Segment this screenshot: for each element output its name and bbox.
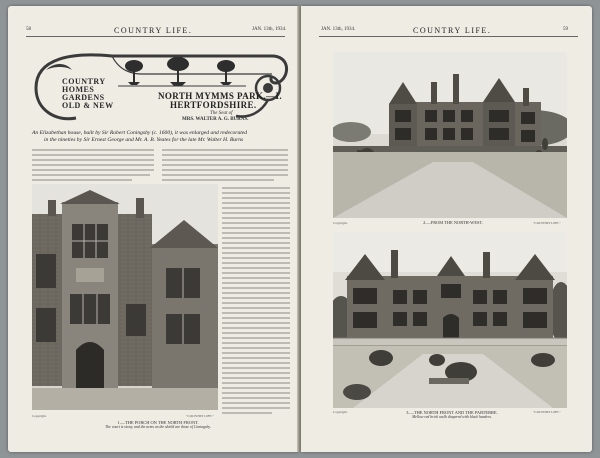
figure-2-caption: 2.—FROM THE NORTH-WEST. [423, 220, 483, 225]
right-date: JAN. 13th, 1934. [321, 27, 356, 32]
magazine-spread [8, 6, 592, 452]
figure-3-caption [377, 410, 527, 420]
intro-standfirst [32, 130, 288, 143]
figure-1-caption [78, 420, 238, 430]
series-title-line: OLD & NEW [62, 101, 114, 110]
right-page [301, 6, 592, 452]
figure-1-credit: "COUNTRY LIFE." [186, 414, 214, 418]
figure-1-caption-title: 1.—THE PORCH ON THE NORTH FRONT. [117, 420, 199, 425]
body-text-column [32, 148, 154, 182]
house-title-line: HERTFORDSHIRE. [170, 100, 257, 110]
series-title-line: COUNTRY [62, 77, 106, 86]
seat-line: The Seat of [210, 111, 233, 116]
figure-3-caption-title: 3.—THE NORTH FRONT AND THE PARTERRE. [406, 410, 498, 415]
figure-3-caption-text: Mellow red brick walls diapered with black headers. [412, 415, 492, 419]
series-title-line: HOMES [62, 85, 95, 94]
header-rule [26, 36, 285, 37]
right-page-number: 59 [563, 27, 568, 32]
figure-3-copyright: Copyright. [333, 410, 348, 414]
intro-line: in the nineties by Sir Ernest George and Mr. A. B. Yeates for the late Mr. Walter H. Burns [44, 136, 244, 143]
left-page-number: 58 [26, 27, 31, 32]
figure-3-credit: "COUNTRY LIFE." [533, 410, 561, 414]
figure-2-copyright: Copyright. [333, 221, 348, 225]
intro-line: An Elizabethan house, built by Sir Robert Coningsby (c. 1600), it was enlarged and redecorated [32, 130, 248, 136]
left-page [8, 6, 299, 452]
figure-2-photo [333, 52, 567, 218]
figure-3-photo [333, 232, 567, 408]
body-text-column-right [222, 186, 290, 418]
left-date: JAN. 13th, 1934. [252, 27, 287, 32]
house-title-line: NORTH MYMMS PARK.—I. [158, 91, 283, 101]
series-title-line: GARDENS [62, 93, 105, 102]
figure-1-photo [32, 184, 218, 410]
figure-1-copyright: Copyright. [32, 414, 47, 418]
figure-2-credit: "COUNTRY LIFE." [533, 221, 561, 225]
figure-1-caption-text: The court is stony, and the arms on the shield are those of Coningsby. [105, 425, 211, 429]
body-text-column [162, 148, 288, 182]
right-masthead: COUNTRY LIFE. [413, 26, 492, 35]
ornamental-heading [32, 48, 294, 126]
left-masthead: COUNTRY LIFE. [114, 26, 193, 35]
header-rule [319, 36, 578, 37]
owner-line: MRS. WALTER A. G. BURNS. [182, 117, 249, 122]
